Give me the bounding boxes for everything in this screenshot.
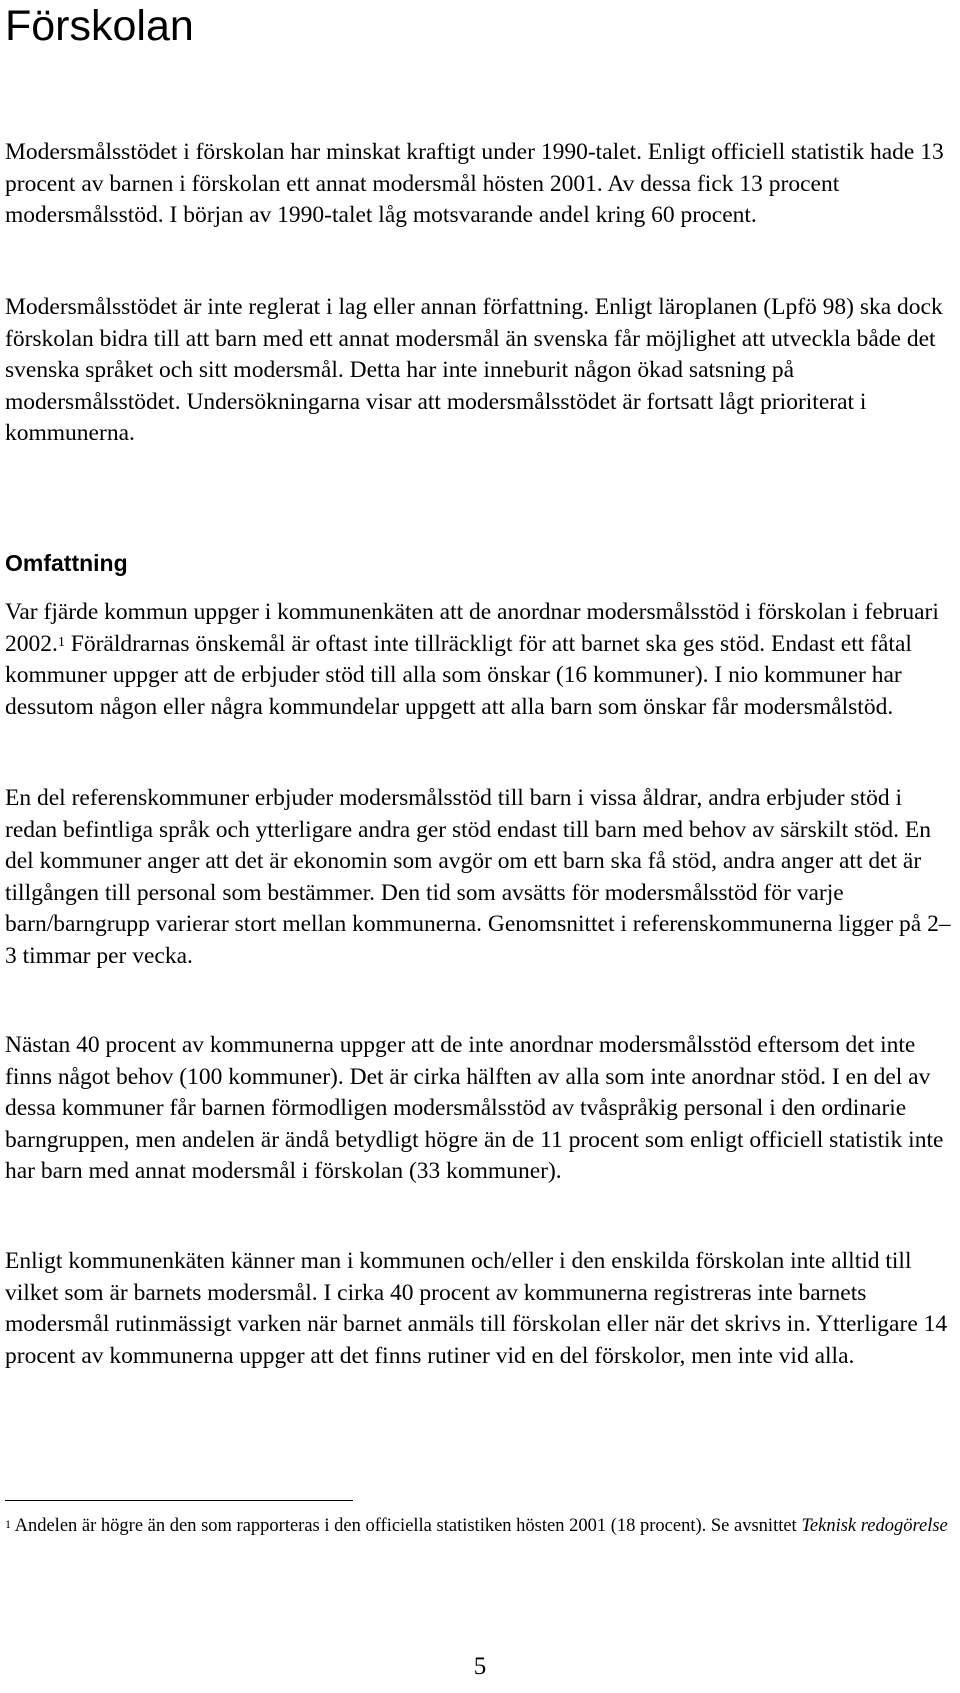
footnote — [5, 1512, 955, 1540]
paragraph-omfattning — [5, 597, 955, 723]
footnote-text: Andelen är högre än den som rapporteras i den officiella statistiken hösten 2001 (18 procent). Se avsnittet — [14, 1516, 802, 1536]
section-heading-omfattning: Omfattning — [5, 550, 128, 576]
page-number: 5 — [473, 1653, 487, 1680]
paragraph-intro: Modersmålsstödet i förskolan har minskat kraftigt under 1990-talet. Enligt officiell statistik hade 13 procent av barnen i förskolan ett annat modersmål hösten 2001. Av dessa fick 13 procent modersmålsstöd. I början av 1990-talet låg motsvarande andel kring 60 procent. — [5, 139, 944, 228]
footnote-separator — [5, 1500, 353, 1501]
paragraph-regulation: Modersmålsstödet är inte reglerat i lag eller annan författning. Enligt läroplanen (Lpfö 98) ska dock förskolan bidra till att barn med ett annat modersmål än svenska får möjlighet att utveckla både det svenska språket och sitt modersmål. Detta har inte inneburit någon ökad satsning på modersmålsstödet. Undersökningarna visar att modersmålsstödet är fortsatt lågt prioriterat i kommunerna. — [5, 294, 943, 446]
page-title: Förskolan — [5, 2, 194, 50]
paragraph-referenskommuner: En del referenskommuner erbjuder modersmålsstöd till barn i vissa åldrar, andra erbjuder stöd i redan befintliga språk och ytterligare andra ger stöd endast till barn med behov av särskilt stöd. En del kommuner anger att det är ekonomin som avgör om ett barn ska få stöd, andra anger att det är tillgången till personal som bestämmer. Den tid som avsätts för modersmålsstöd för varje barn/barngrupp varierar stort mellan kommunerna. Genomsnittet i referenskommunerna ligger på 2–3 timmar per vecka. — [5, 785, 951, 969]
paragraph-registrering: Enligt kommunenkäten känner man i kommunen och/eller i den enskilda förskolan inte alltid till vilket som är barnets modersmål. I cirka 40 procent av kommunerna registreras inte barnets modersmål rutinmässigt varken när barnet anmäls till förskolan eller när det skrivs in. Ytterligare 14 procent av kommunerna uppger att det finns rutiner vid en del förskolor, men inte vid alla. — [5, 1248, 948, 1369]
footnote-number: 1 — [5, 1517, 11, 1531]
paragraph-behov: Nästan 40 procent av kommunerna uppger att de inte anordnar modersmålsstöd eftersom det inte finns något behov (100 kommuner). Det är cirka hälften av alla som inte anordnar stöd. I en del av dessa kommuner får barnen förmodligen modersmålsstöd av tvåspråkig personal i den ordinarie barngruppen, men andelen är ändå betydligt högre än de 11 procent som enligt officiell statistik inte har barn med annat modersmål i förskolan (33 kommuner). — [5, 1032, 944, 1184]
omfattning-text-before: Var fjärde kommun uppger i kommunenkäten att de anordnar modersmålsstöd i förskolan i februari 2002. — [5, 599, 939, 657]
footnote-reference[interactable]: 1 — [57, 634, 65, 650]
omfattning-text-after: Föräldrarnas önskemål är oftast inte tillräckligt för att barnet ska ges stöd. Endast ett fåtal kommuner uppger att de erbjuder stöd till alla som önskar (16 kommuner). I nio kommuner har dessutom någon eller några kommundelar uppgett att alla barn som önskar får modersmålstöd. — [5, 630, 912, 720]
footnote-italic-reference: Teknisk redogörelse — [801, 1516, 948, 1536]
